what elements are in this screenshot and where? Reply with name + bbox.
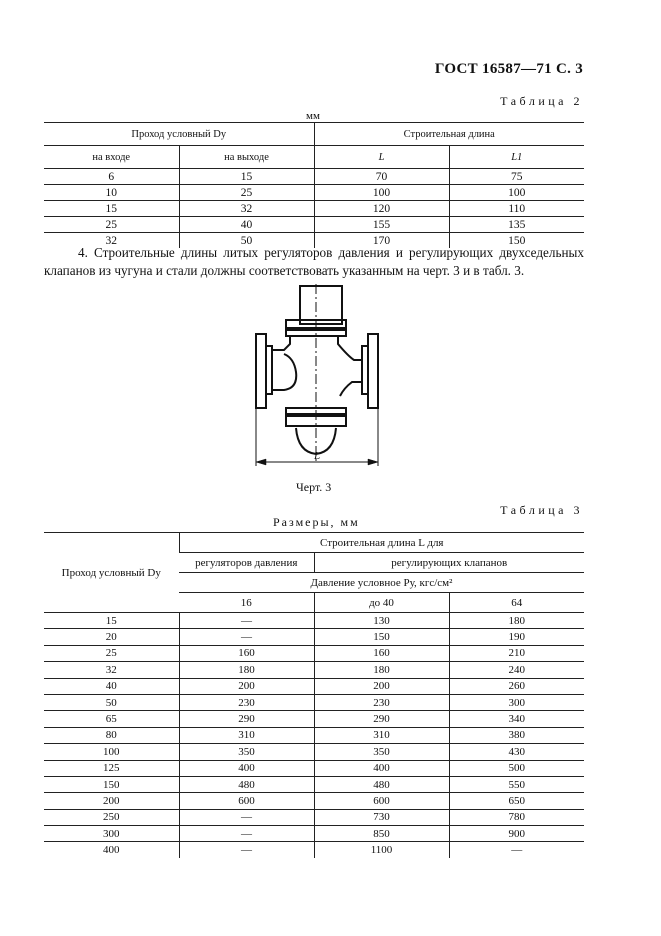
table-cell: 310 xyxy=(179,727,314,743)
table-cell: 160 xyxy=(179,645,314,661)
table-cell: 230 xyxy=(179,694,314,710)
table-cell: 300 xyxy=(449,694,584,710)
table3-pressure-col: до 40 xyxy=(314,593,449,613)
table-cell: 500 xyxy=(449,760,584,776)
table-cell: 50 xyxy=(44,694,179,710)
valve-drawing xyxy=(236,284,386,474)
table-cell: 15 xyxy=(44,613,179,629)
table-2 xyxy=(44,122,584,248)
table-cell: 75 xyxy=(449,169,584,185)
table-cell: 350 xyxy=(314,744,449,760)
table2-subheader: L1 xyxy=(449,146,584,169)
table-cell: 180 xyxy=(314,662,449,678)
table-cell: 600 xyxy=(314,793,449,809)
table-cell: 250 xyxy=(44,809,179,825)
table-cell: 200 xyxy=(44,793,179,809)
table-cell: 380 xyxy=(449,727,584,743)
table2-subheader: на входе xyxy=(44,146,179,169)
table-cell: 135 xyxy=(449,217,584,233)
table3-subheader-regulators: регуляторов давления xyxy=(179,553,314,573)
table-cell: 100 xyxy=(314,185,449,201)
table-cell: — xyxy=(449,842,584,858)
table-cell: 6 xyxy=(44,169,179,185)
table-cell: 550 xyxy=(449,776,584,792)
table-cell: 15 xyxy=(44,201,179,217)
table-cell: 310 xyxy=(314,727,449,743)
table-cell: 260 xyxy=(449,678,584,694)
table-cell: 100 xyxy=(44,744,179,760)
table-cell: 200 xyxy=(179,678,314,694)
table-cell: 150 xyxy=(449,233,584,249)
table-cell: 480 xyxy=(179,776,314,792)
table-cell: — xyxy=(179,809,314,825)
table-cell: 210 xyxy=(449,645,584,661)
table3-pressure-header: Давление условное Pу, кгс/см² xyxy=(179,573,584,593)
table-cell: 290 xyxy=(179,711,314,727)
table-cell: — xyxy=(179,826,314,842)
table-cell: — xyxy=(179,629,314,645)
table2-subheader: на выходе xyxy=(179,146,314,169)
table-cell: 240 xyxy=(449,662,584,678)
table-cell: 50 xyxy=(179,233,314,249)
table-cell: 25 xyxy=(179,185,314,201)
table2-group-header-1: Проход условный Dу xyxy=(44,123,314,146)
table-cell: 180 xyxy=(449,613,584,629)
table3-group-header: Строительная длина L для xyxy=(179,533,584,553)
table-cell: 70 xyxy=(314,169,449,185)
table-cell: 480 xyxy=(314,776,449,792)
table-cell: 290 xyxy=(314,711,449,727)
table-cell: 80 xyxy=(44,727,179,743)
table-cell: 32 xyxy=(179,201,314,217)
table-cell: 400 xyxy=(314,760,449,776)
table-cell: 650 xyxy=(449,793,584,809)
table-cell: 155 xyxy=(314,217,449,233)
table-cell: 40 xyxy=(44,678,179,694)
table-cell: 730 xyxy=(314,809,449,825)
table-cell: 110 xyxy=(449,201,584,217)
table-cell: 400 xyxy=(179,760,314,776)
table-3 xyxy=(44,532,584,858)
table-cell: 125 xyxy=(44,760,179,776)
table-cell: — xyxy=(179,613,314,629)
table-cell: 150 xyxy=(314,629,449,645)
table-cell: — xyxy=(179,842,314,858)
table3-pressure-col: 16 xyxy=(179,593,314,613)
table-cell: 32 xyxy=(105,234,117,247)
table-cell: 170 xyxy=(314,233,449,249)
table-cell: 200 xyxy=(314,678,449,694)
table-cell: 25 xyxy=(44,217,179,233)
table-cell: 130 xyxy=(314,613,449,629)
table-cell: 10 xyxy=(44,185,179,201)
table-cell: 340 xyxy=(449,711,584,727)
table-cell: 40 xyxy=(179,217,314,233)
table-cell: 300 xyxy=(44,826,179,842)
table-cell: 350 xyxy=(179,744,314,760)
table3-row-header: Проход условный Dу xyxy=(44,533,179,613)
table-cell: 850 xyxy=(314,826,449,842)
table-cell: 430 xyxy=(449,744,584,760)
table3-pressure-col: 64 xyxy=(449,593,584,613)
table-cell: 65 xyxy=(44,711,179,727)
table-cell: 150 xyxy=(44,776,179,792)
table-cell: 120 xyxy=(314,201,449,217)
table3-subheader-valves: регулирующих клапанов xyxy=(314,553,584,573)
table-cell: 20 xyxy=(44,629,179,645)
table-cell: 400 xyxy=(103,844,120,857)
figure-caption: Черт. 3 xyxy=(296,480,332,494)
table-cell: 180 xyxy=(179,662,314,678)
table3-caption: Таблица 3 xyxy=(500,503,583,517)
table3-subcaption: Размеры, мм xyxy=(273,515,360,529)
table-cell: 600 xyxy=(179,793,314,809)
table-cell: 100 xyxy=(449,185,584,201)
table2-caption: Таблица 2 xyxy=(500,94,583,108)
table2-unit: мм xyxy=(306,110,320,122)
table-cell: 32 xyxy=(44,662,179,678)
page-header: ГОСТ 16587—71 С. 3 xyxy=(434,61,583,77)
table2-subheader: L xyxy=(314,146,449,169)
table-cell: 780 xyxy=(449,809,584,825)
table-cell: 25 xyxy=(44,645,179,661)
table-cell: 160 xyxy=(314,645,449,661)
table-cell: 900 xyxy=(449,826,584,842)
paragraph-4: 4. Строительные длины литых регуляторов давления и регулирующих двухседельных клапанов из чугуна и стали должны соответствовать указанным на черт. 3 и в табл. 3. xyxy=(44,245,584,278)
dimension-label-L: L xyxy=(314,450,321,462)
table-cell: 15 xyxy=(179,169,314,185)
table-cell: 1100 xyxy=(314,842,449,858)
table2-group-header-2: Строительная длина xyxy=(314,123,584,146)
table-cell: 190 xyxy=(449,629,584,645)
table-cell: 230 xyxy=(314,694,449,710)
